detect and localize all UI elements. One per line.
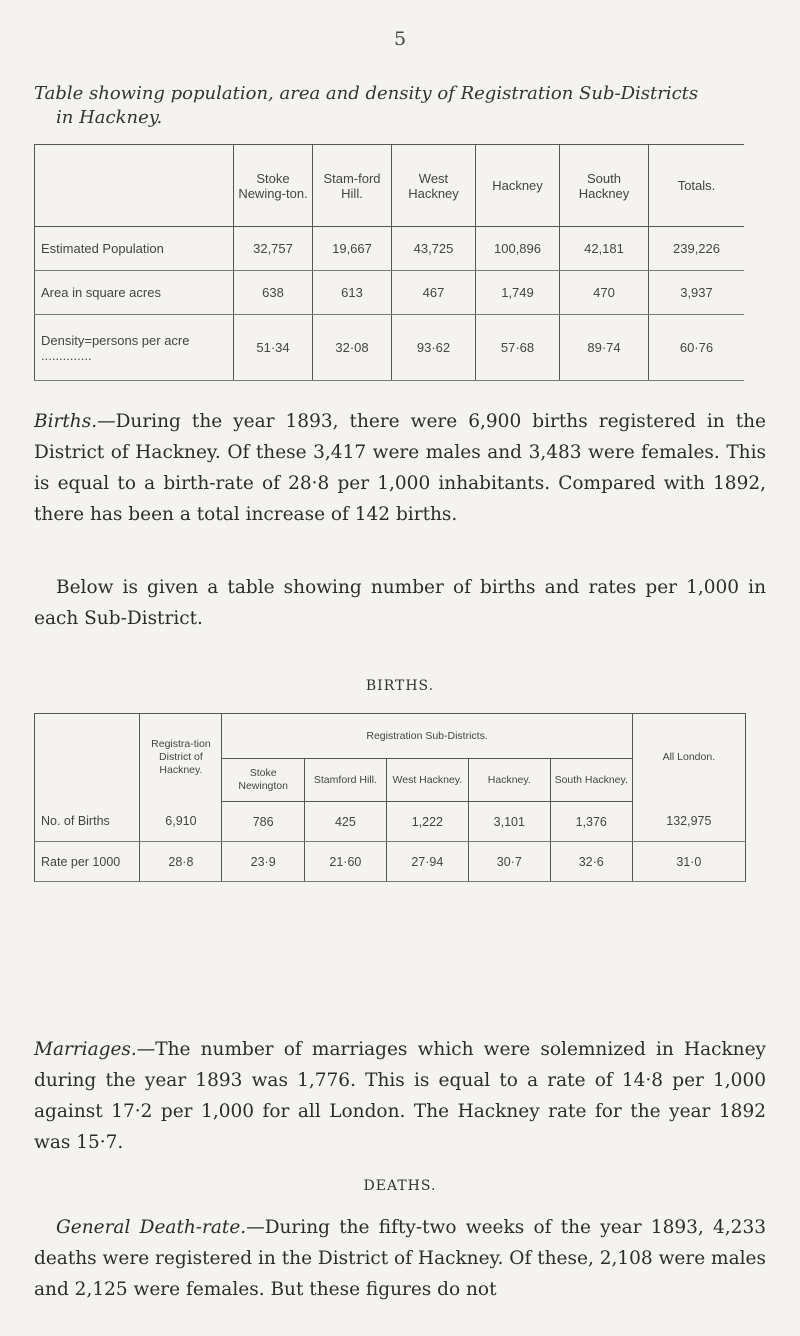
header-cell [35, 714, 140, 802]
header-cell: Stamford Hill. [304, 759, 386, 802]
cell: 89·74 [560, 315, 649, 381]
population-table [34, 144, 744, 381]
marriages-paragraph [34, 1034, 766, 1158]
table-row [35, 315, 745, 381]
cell: 51·34 [234, 315, 313, 381]
table-row [35, 227, 745, 271]
cell: 3,937 [649, 271, 745, 315]
header-cell: West Hackney [392, 145, 476, 227]
cell: 239,226 [649, 227, 745, 271]
header-cell: Stam-ford Hill. [313, 145, 392, 227]
deaths-paragraph [34, 1212, 766, 1305]
header-cell: Stoke Newington [222, 759, 305, 802]
cell: 100,896 [476, 227, 560, 271]
cell: 43,725 [392, 227, 476, 271]
cell: 28·8 [140, 842, 222, 882]
cell: 32·08 [313, 315, 392, 381]
deaths-lead: General Death-rate. [56, 1217, 247, 1238]
header-cell: Hackney [476, 145, 560, 227]
caption-line-2: in Hackney. [56, 107, 163, 128]
table-caption [34, 82, 764, 130]
births-lead: Births. [34, 411, 98, 432]
cell: 32,757 [234, 227, 313, 271]
population-table-header [35, 145, 745, 227]
header-cell: Registra-tion District of Hackney. [140, 714, 222, 802]
row-label: No. of Births [35, 802, 140, 842]
cell: 467 [392, 271, 476, 315]
marriages-text: —The number of marriages which were solemnized in Hackney during the year 1893 was 1,776. This is equal to a rate of 14·8 per 1,000 against 17·2 per 1,000 for all London. The Hackney rate for the year 1892 was 15·7. [34, 1039, 766, 1153]
cell: 786 [222, 802, 305, 842]
header-cell [35, 145, 234, 227]
marriages-lead: Marriages. [34, 1039, 137, 1060]
cell: 93·62 [392, 315, 476, 381]
row-label: Estimated Population [35, 227, 234, 271]
births-table [34, 713, 746, 882]
deaths-heading: DEATHS. [363, 1178, 437, 1194]
births-text: —During the year 1893, there were 6,900 births registered in the District of Hackney. Of these 3,417 were males and 3,483 were females. This is equal to a birth-rate of 28·8 per 1,000 inhabitants. Compared with 1892, there has been a total increase of 142 births. [34, 411, 766, 525]
cell: 23·9 [222, 842, 305, 882]
row-label: Rate per 1000 [35, 842, 140, 882]
table-row [35, 802, 746, 842]
cell: 30·7 [468, 842, 550, 882]
header-group: Registration Sub-Districts. [222, 714, 632, 759]
header-cell: West Hackney. [386, 759, 468, 802]
cell: 27·94 [386, 842, 468, 882]
header-cell: Stoke Newing-ton. [234, 145, 313, 227]
row-label: Density=persons per acre .............. [35, 315, 234, 381]
deaths-text: —During the fifty-two weeks of the year 1893, 4,233 deaths were registered in the District of Hackney. Of these, 2,108 were males and 2,125 were females. But these figures do not [34, 1217, 766, 1300]
header-cell: South Hackney. [550, 759, 632, 802]
cell: 19,667 [313, 227, 392, 271]
cell: 425 [304, 802, 386, 842]
cell: 21·60 [304, 842, 386, 882]
page-number: 5 [393, 28, 407, 50]
cell: 57·68 [476, 315, 560, 381]
cell: 6,910 [140, 802, 222, 842]
header-cell: Hackney. [468, 759, 550, 802]
births-paragraph [34, 406, 766, 530]
caption-line-1: Table showing population, area and density of Registration Sub-Districts [34, 83, 699, 104]
cell: 42,181 [560, 227, 649, 271]
cell: 31·0 [632, 842, 745, 882]
cell: 470 [560, 271, 649, 315]
header-cell: All London. [632, 714, 745, 802]
header-cell: South Hackney [560, 145, 649, 227]
row-label: Area in square acres [35, 271, 234, 315]
table-row [35, 842, 746, 882]
cell: 613 [313, 271, 392, 315]
cell: 638 [234, 271, 313, 315]
cell: 60·76 [649, 315, 745, 381]
cell: 1,749 [476, 271, 560, 315]
table-row [35, 271, 745, 315]
below-paragraph: Below is given a table showing number of births and rates per 1,000 in each Sub-District. [34, 577, 766, 629]
cell: 3,101 [468, 802, 550, 842]
cell: 1,222 [386, 802, 468, 842]
births-heading: BIRTHS. [365, 678, 435, 694]
cell: 1,376 [550, 802, 632, 842]
cell: 132,975 [632, 802, 745, 842]
cell: 32·6 [550, 842, 632, 882]
header-cell: Totals. [649, 145, 745, 227]
